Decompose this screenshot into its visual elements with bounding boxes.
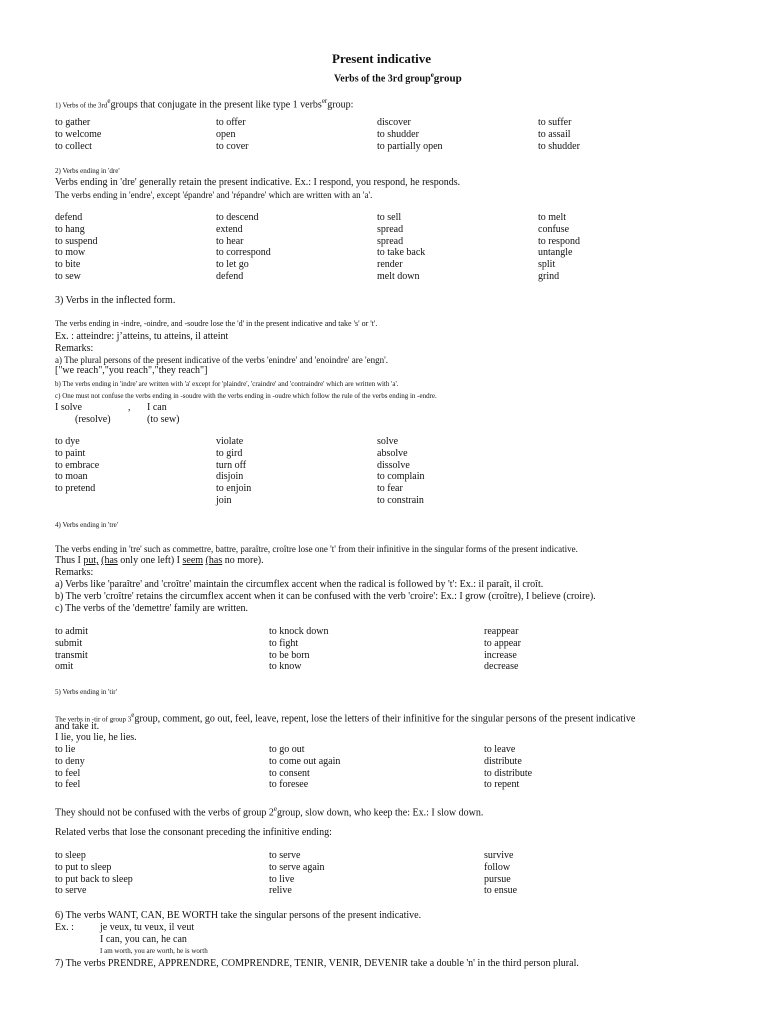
s4-verb-table <box>55 626 705 673</box>
s3-example-can: I can <box>147 402 167 413</box>
s4-thus-line <box>55 555 264 567</box>
s5-line1b: and take it. <box>55 721 100 732</box>
table-cell: to offer <box>216 117 246 128</box>
table-cell: to lie <box>55 744 76 755</box>
subtitle-tail: group <box>433 72 462 85</box>
s3-example-resolve: (resolve) <box>75 414 111 425</box>
s3-remark-a2: ["we reach","you reach","they reach"] <box>55 365 208 376</box>
s4-thus-seem: seem <box>182 555 204 566</box>
table-cell: pursue <box>484 873 511 885</box>
table-cell: to come out again <box>269 755 341 767</box>
s6-example-2: I can, you can, he can <box>100 934 187 945</box>
table-cell: to respond <box>538 235 580 247</box>
table-cell: to paint <box>55 447 86 459</box>
s3-example-sew: (to sew) <box>147 414 180 425</box>
table-cell: decrease <box>484 661 519 673</box>
table-cell: to welcome <box>55 128 102 140</box>
s2-heading: 2) Verbs ending in 'dre' <box>55 167 120 175</box>
table-cell: melt down <box>377 270 420 282</box>
s5-confuse-sup: e <box>273 805 277 813</box>
table-cell: to repent <box>484 779 520 791</box>
s4-thus-has2: (has <box>205 555 223 566</box>
table-cell: open <box>216 128 236 140</box>
s4-thus-has: (has <box>101 555 118 566</box>
s5-confuse-line <box>55 803 483 819</box>
s4-thus-put: put, <box>83 555 99 566</box>
s6-example-3: I am worth, you are worth, he is worth <box>100 947 208 955</box>
s5-line1-small: The verbs in -tir of group 3 <box>55 715 132 724</box>
table-cell: to descend <box>216 212 259 223</box>
s1-intro-sup2: er <box>321 97 328 105</box>
table-cell: extend <box>216 223 243 235</box>
table-cell: to serve <box>55 885 87 897</box>
table-cell: to put back to sleep <box>55 873 133 885</box>
table-cell: dissolve <box>377 459 410 471</box>
s4-remark-a: a) Verbs like 'paraître' and 'croître' maintain the circumflex accent when the radical is followed by 't': Ex.: il paraît, il croît. <box>55 579 544 590</box>
s4-heading: 4) Verbs ending in 'tre' <box>55 521 119 529</box>
table-cell: to put to sleep <box>55 861 112 873</box>
table-cell: to collect <box>55 140 92 152</box>
table-cell: to knock down <box>269 626 329 637</box>
table-cell <box>55 495 216 507</box>
table-cell: to bite <box>55 259 81 271</box>
s7-heading: 7) The verbs PRENDRE, APPRENDRE, COMPRENDRE, TENIR, VENIR, DEVENIR take a double 'n' in the third person plural. <box>55 958 579 969</box>
s5-heading: 5) Verbs ending in 'tir' <box>55 688 117 696</box>
s5-confuse-b: group, slow down, who keep the: Ex.: I slow down. <box>276 807 484 819</box>
s1-intro-sup: e <box>107 97 111 105</box>
table-cell: to mow <box>55 247 86 259</box>
s3-example-solve: I solve <box>55 402 82 413</box>
table-cell: to assail <box>538 128 571 140</box>
table-cell: split <box>538 259 556 271</box>
s4-remark-c: c) The verbs of the 'demettre' family are written. <box>55 603 249 614</box>
s4-thus-e: no more). <box>222 555 264 566</box>
table-cell: render <box>377 259 403 271</box>
table-cell: transmit <box>55 649 88 661</box>
table-cell: discover <box>377 117 411 128</box>
s3-remark-c: c) One must not confuse the verbs ending in -soudre with the verbs ending in -oudre which follow the rule of the verbs ending in -endre. <box>55 392 437 400</box>
table-cell: to cover <box>216 140 249 152</box>
s1-intro <box>55 95 353 111</box>
s3-remark-b: b) The verbs ending in 'indre' are written with 'a' except for 'plaindre', 'craindre' and 'contraindre' which are written with 'a'. <box>55 380 399 388</box>
page-title: Present indicative <box>332 51 432 66</box>
table-cell: to hang <box>55 223 85 235</box>
s4-line1: The verbs ending in 'tre' such as commettre, battre, paraître, croître lose one 't' from their infinitive in the singular forms of the present indicative. <box>55 544 578 554</box>
s3-heading: 3) Verbs in the inflected form. <box>55 295 176 306</box>
table-cell: to gather <box>55 117 91 128</box>
table-cell: confuse <box>538 223 570 235</box>
table-cell: to fight <box>269 637 299 649</box>
table-cell: to feel <box>55 767 81 779</box>
s3-verb-table <box>55 436 555 507</box>
table-cell: reappear <box>484 626 519 637</box>
table-cell: to dye <box>55 436 80 447</box>
table-cell: omit <box>55 661 74 673</box>
table-cell: to constrain <box>377 494 424 506</box>
table-cell: disjoin <box>216 471 244 483</box>
table-cell: to feel <box>55 779 81 791</box>
table-cell: increase <box>484 649 517 661</box>
s5-confuse-a: They should not be confused with the verbs of group 2 <box>55 807 274 819</box>
s4-thus-c: only one left) I <box>117 555 183 566</box>
s5-line1 <box>55 709 635 725</box>
table-cell: to melt <box>538 212 567 223</box>
s1-intro-tail: group: <box>327 99 354 111</box>
s6-example-1: je veux, tu veux, il veut <box>100 922 195 933</box>
table-cell: to live <box>269 873 295 885</box>
table-cell: to foresee <box>269 779 309 791</box>
s6-example-label: Ex. : <box>55 922 74 933</box>
table-cell: submit <box>55 637 83 649</box>
table-cell: to sew <box>55 270 81 282</box>
table-cell: defend <box>216 270 244 282</box>
s5-line1-text: group, comment, go out, feel, leave, repent, lose the letters of their infinitive for the singular persons of the present indicative <box>134 713 636 725</box>
table-cell: to appear <box>484 637 521 649</box>
table-cell: absolve <box>377 447 408 459</box>
table-cell: to enjoin <box>216 483 252 495</box>
s1-intro-text: groups that conjugate in the present like type 1 verbs <box>110 99 322 111</box>
s3-remark-a: a) The plural persons of the present indicative of the verbs 'enindre' and 'enoindre' are 'engn'. <box>55 355 388 365</box>
table-cell: to be born <box>269 649 310 661</box>
s2-verb-table <box>55 212 705 283</box>
s6-heading: 6) The verbs WANT, CAN, BE WORTH take the singular persons of the present indicative. <box>55 910 422 921</box>
s5-verb-table <box>55 744 705 791</box>
table-cell: to complain <box>377 471 425 483</box>
table-cell: distribute <box>484 755 522 767</box>
s1-intro-small: 1) Verbs of the 3rd <box>55 101 108 110</box>
table-cell: to go out <box>269 744 305 755</box>
table-cell: to consent <box>269 767 310 779</box>
s5-line1-sup: e <box>131 711 135 719</box>
table-cell: turn off <box>216 459 247 471</box>
table-cell: to partially open <box>377 140 443 152</box>
table-cell: join <box>216 494 232 506</box>
table-cell: survive <box>484 850 514 861</box>
s1-verb-table <box>55 117 705 152</box>
s4-remark-b: b) The verb 'croître' retains the circumflex accent when it can be confused with the verb 'croire': Ex.: I grow (croître), I believe (croire). <box>55 591 596 602</box>
s2-line2: The verbs ending in 'endre', except 'épandre' and 'répandre' which are written with an 'a'. <box>55 190 373 200</box>
table-cell: to fear <box>377 483 403 495</box>
s2-line1: Verbs ending in 'dre' generally retain the present indicative. Ex.: I respond, you respond, he responds. <box>55 177 461 188</box>
s3-line1: The verbs ending in -indre, -oindre, and -soudre lose the 'd' in the present indicative and take 's' or 't'. <box>55 319 378 328</box>
s3-line2: Ex. : atteindre: j’atteins, tu atteins, il atteint <box>55 331 229 342</box>
table-cell: spread <box>377 235 404 247</box>
table-cell: to deny <box>55 755 85 767</box>
subtitle-sup: e <box>430 71 434 79</box>
table-cell: to gird <box>216 447 243 459</box>
subtitle-main: Verbs of the 3rd group <box>334 73 431 85</box>
table-cell: defend <box>55 212 83 223</box>
table-cell: to know <box>269 661 302 673</box>
s5-related-verb-table <box>55 850 705 897</box>
page-subtitle <box>334 69 462 85</box>
table-cell: to admit <box>55 626 89 637</box>
table-cell: to correspond <box>216 247 271 259</box>
table-cell: to serve <box>269 850 301 861</box>
table-cell: to shudder <box>538 140 580 152</box>
table-cell: spread <box>377 223 404 235</box>
s4-thus-a: Thus I <box>55 555 84 566</box>
table-cell: solve <box>377 436 399 447</box>
table-cell: to sleep <box>55 850 86 861</box>
table-cell: to pretend <box>55 483 96 495</box>
table-cell: relive <box>269 885 292 897</box>
table-cell: to suspend <box>55 235 98 247</box>
table-cell: to hear <box>216 235 244 247</box>
table-cell: to leave <box>484 744 516 755</box>
s3-remarks: Remarks: <box>55 343 94 354</box>
table-cell: to moan <box>55 471 88 483</box>
table-cell: untangle <box>538 247 573 259</box>
table-cell: to serve again <box>269 861 325 873</box>
table-cell: violate <box>216 436 244 447</box>
table-cell: grind <box>538 270 560 282</box>
table-cell: to ensue <box>484 885 518 897</box>
s5-line2: I lie, you lie, he lies. <box>55 732 137 743</box>
table-cell: to embrace <box>55 459 100 471</box>
table-cell: to suffer <box>538 117 572 128</box>
s3-example-comma: , <box>128 402 131 413</box>
table-cell: to shudder <box>377 128 419 140</box>
s5-related: Related verbs that lose the consonant preceding the infinitive ending: <box>55 827 332 838</box>
table-cell: to take back <box>377 247 426 259</box>
table-cell: to distribute <box>484 767 533 779</box>
table-cell: to let go <box>216 259 249 271</box>
table-cell: to sell <box>377 212 402 223</box>
s4-remarks: Remarks: <box>55 567 94 578</box>
table-cell: follow <box>484 861 511 873</box>
